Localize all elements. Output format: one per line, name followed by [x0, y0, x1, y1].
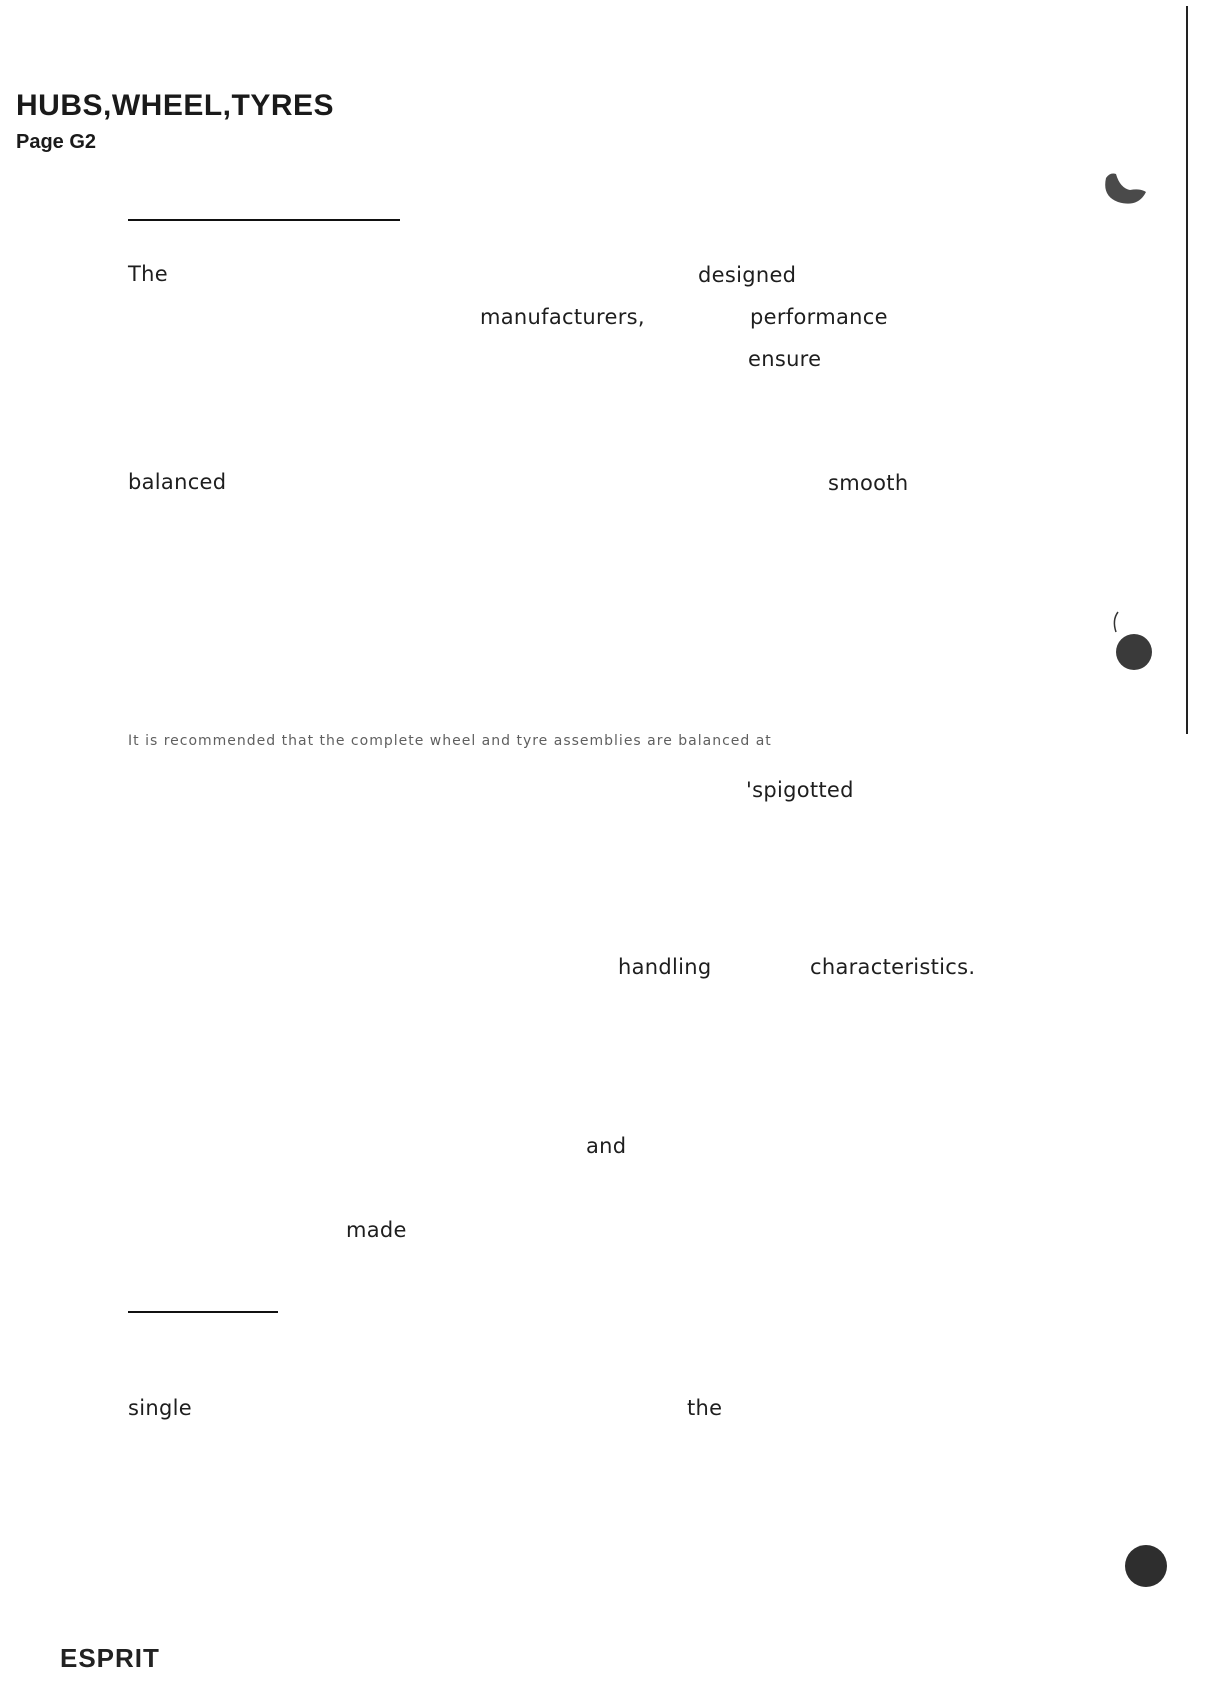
body-word: balanced	[128, 470, 227, 494]
esprit-logo: ESPRIT	[60, 1643, 160, 1673]
faded-sentence: It is recommended that the complete wheel and tyre assemblies are balanced at	[128, 733, 772, 749]
page-number: Page G2	[16, 131, 97, 153]
body-word: the	[687, 1396, 723, 1420]
section-title: HUBS,WHEEL,TYRES	[16, 89, 335, 122]
section-rule-bottom	[128, 1311, 278, 1313]
body-word: 'spigotted	[746, 778, 854, 802]
binder-hole-top	[1100, 168, 1148, 208]
body-word: single	[128, 1396, 192, 1420]
margin-bar	[1186, 6, 1188, 734]
body-word: smooth	[828, 471, 909, 495]
body-word: The	[128, 262, 168, 286]
body-word: handling	[618, 955, 712, 979]
body-word: manufacturers,	[480, 305, 645, 329]
binder-hole-bottom	[1122, 1542, 1170, 1590]
body-word: performance	[750, 305, 888, 329]
binder-hole-middle	[1108, 610, 1158, 670]
body-word: characteristics.	[810, 955, 976, 979]
body-word: and	[586, 1134, 627, 1158]
body-word: designed	[698, 263, 797, 287]
section-rule-top	[128, 219, 400, 221]
body-word: made	[346, 1218, 407, 1242]
body-word: ensure	[748, 347, 822, 371]
